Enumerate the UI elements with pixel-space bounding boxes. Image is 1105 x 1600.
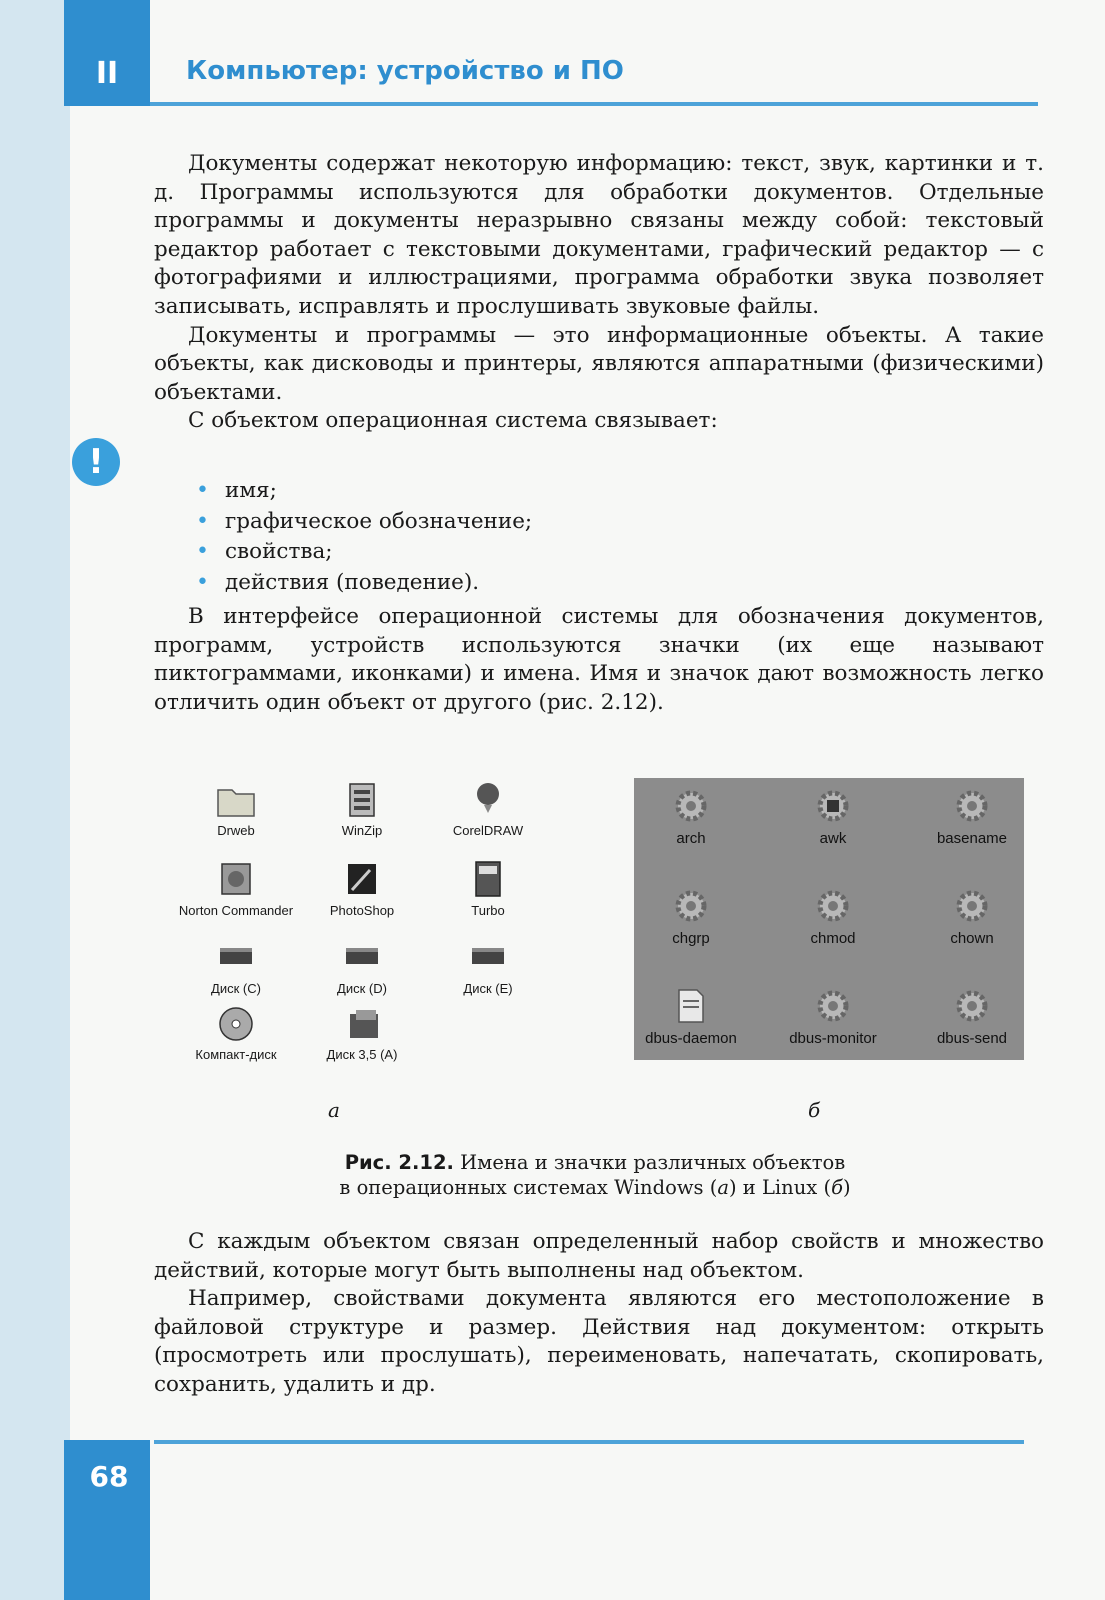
icon-dbus-send: dbus-send [907,986,1037,1047]
page-number: 68 [89,1460,129,1493]
paragraph-3: С объектом операционная система связывает: [188,408,718,434]
icon-winzip: WinZip [302,780,422,838]
icon-chown: chown [907,886,1037,947]
header-divider [150,102,1038,106]
icon-coreldraw: CorelDRAW [428,780,548,838]
list-item: • действия (поведение). [196,568,532,599]
figure-caption: Рис. 2.12. Имена и значки различных объектов в операционных системах Windows (а) и Linux (б) [339,1151,851,1199]
icon-floppy-a: Диск 3,5 (A) [302,1004,422,1062]
exclamation-icon: ! [72,438,120,486]
archive-icon [340,780,384,820]
file-icon [671,986,711,1026]
left-margin-strip [0,0,70,1600]
icon-chmod: chmod [768,886,898,947]
list-item: • графическое обозначение; [196,507,532,538]
folder-icon [214,780,258,820]
gear-icon [671,786,711,826]
app-icon [214,860,258,900]
drive-icon [214,938,258,978]
paragraph-5: С каждым объектом связан определенный набор свойств и множество действий, которые могут быть выполнены над объектом. [154,1229,1044,1283]
linux-icons-figure [634,778,1024,1060]
gear-icon [952,886,992,926]
gear-icon [813,986,853,1026]
icon-turbo: Turbo [428,860,548,918]
paragraph-6: Например, свойствами документа являются его местоположение в файловой структуре и размер. Действия над документом: открыть (просмотреть или прослушать), переименовать, напечатать, скопировать, сохранить, удалить и др. [154,1286,1044,1397]
property-list [196,476,532,598]
footer-divider [154,1440,1024,1444]
icon-chgrp: chgrp [626,886,756,947]
drive-icon [340,938,384,978]
cd-icon [214,1004,258,1044]
icon-dbus-daemon: dbus-daemon [626,986,756,1047]
icon-photoshop: PhotoShop [302,860,422,918]
closing-text [154,1228,1044,1400]
icon-dbus-monitor: dbus-monitor [768,986,898,1047]
caption-label: Рис. 2.12. [344,1151,454,1174]
icon-arch: arch [626,786,756,847]
paragraph-2: Документы и программы — это информационные объекты. А такие объекты, как дисководы и принтеры, являются аппаратными (физическими) объектами. [154,322,1044,405]
app-icon [466,860,510,900]
drive-icon [466,938,510,978]
list-item: • свойства; [196,537,532,568]
chapter-number: II [95,55,119,91]
icon-drive-e: Диск (E) [428,938,548,996]
figure-label-a: а [328,1098,340,1122]
icon-cd-drive: Компакт-диск [176,1004,296,1062]
app-icon [340,860,384,900]
paragraph-1: Документы содержат некоторую информацию: текст, звук, картинки и т. д. Программы используются для обработки документов. Отдельные программы и документы неразрывно связаны между собой: текстовый редактор работает с текстовыми документами, графический редактор — с фотографиями и иллюстрациями, программа обработки звука позволяет записывать, исправлять и прослушивать звуковые файлы. [154,151,1044,319]
gear-icon [813,786,853,826]
icon-drive-c: Диск (C) [176,938,296,996]
windows-icons-figure [178,780,528,1080]
balloon-icon [466,780,510,820]
gear-icon [952,786,992,826]
icon-drive-d: Диск (D) [302,938,422,996]
icon-drweb: Drweb [176,780,296,838]
list-item: • имя; [196,476,532,507]
chapter-tab [64,0,150,106]
intro-text [154,150,1044,436]
figure-label-b: б [808,1098,821,1122]
paragraph-4: В интерфейсе операционной системы для обозначения документов, программ, устройств используются значки (их еще называют пиктограммами, иконками) и имена. Имя и значок дают возможность легко отличить один объект от другого (рис. 2.12). [154,604,1044,715]
gear-icon [671,886,711,926]
icon-awk: awk [768,786,898,847]
icons-text [154,603,1044,717]
gear-icon [952,986,992,1026]
drive-icon [340,1004,384,1044]
icon-basename: basename [907,786,1037,847]
gear-icon [813,886,853,926]
page-title: Компьютер: устройство и ПО [186,56,624,86]
icon-norton-commander: Norton Commander [176,860,296,918]
